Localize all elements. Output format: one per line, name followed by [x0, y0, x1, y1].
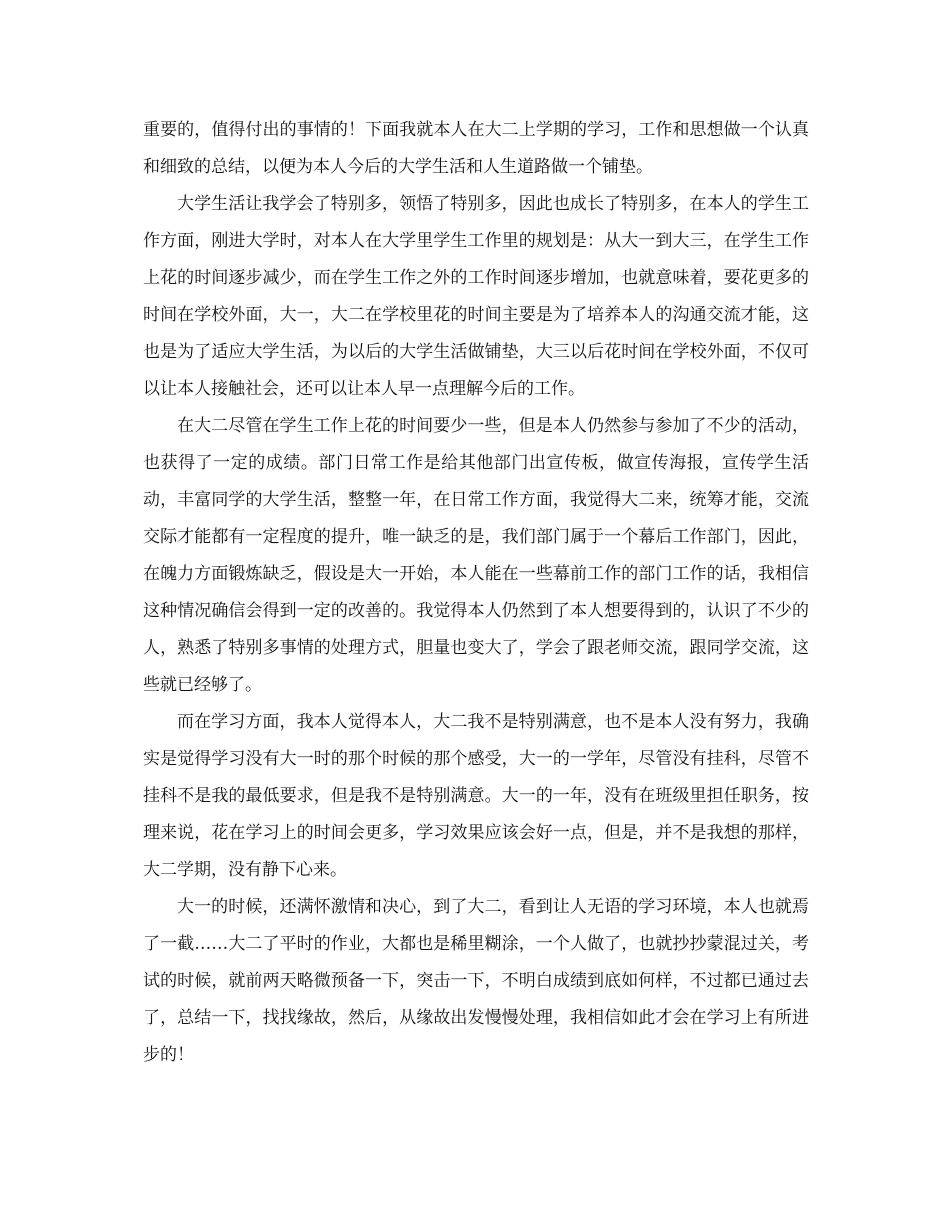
paragraph-5: 大一的时候，还满怀激情和决心，到了大二，看到让人无语的学习环境，本人也就焉了一截……大二了平时的作业，大都也是稀里糊涂，一个人做了，也就抄抄蒙混过关，考试的时候，就前两天略微预备一下，突击一下，不明白成绩到底如何样，不过都已通过去了，总结一下，找找缘故，然后，从缘故出发慢慢处理，我相信如此才会在学习上有所进步的！ [143, 897, 809, 1065]
paragraph-4: 而在学习方面，我本人觉得本人，大二我不是特别满意，也不是本人没有努力，我确实是觉得学习没有大一时的那个时候的那个感受，大一的一学年，尽管没有挂科，尽管不挂科不是我的最低要求，但是我不是特别满意。大一的一年，没有在班级里担任职务，按理来说，花在学习上的时间会更多，学习效果应该会好一点，但是，并不是我想的那样，大二学期，没有静下心来。 [143, 712, 809, 880]
paragraph-1: 重要的，值得付出的事情的！下面我就本人在大二上学期的学习，工作和思想做一个认真和细致的总结，以便为本人今后的大学生活和人生道路做一个铺垫。 [143, 120, 809, 177]
document-body [143, 112, 809, 1074]
paragraph-3: 在大二尽管在学生工作上花的时间要少一些，但是本人仍然参与参加了不少的活动，也获得了一定的成绩。部门日常工作是给其他部门出宣传板，做宣传海报，宣传学生活动，丰富同学的大学生活，整整一年，在日常工作方面，我觉得大二来，统筹才能，交流交际才能都有一定程度的提升，唯一缺乏的是，我们部门属于一个幕后工作部门，因此，在魄力方面锻炼缺乏，假设是大一开始，本人能在一些幕前工作的部门工作的话，我相信这种情况确信会得到一定的改善的。我觉得本人仍然到了本人想要得到的，认识了不少的人，熟悉了特别多事情的处理方式，胆量也变大了，学会了跟老师交流，跟同学交流，这些就已经够了。 [143, 416, 809, 695]
paragraph-2: 大学生活让我学会了特别多，领悟了特别多，因此也成长了特别多，在本人的学生工作方面，刚进大学时，对本人在大学里学生工作里的规划是：从大一到大三，在学生工作上花的时间逐步减少，而在学生工作之外的工作时间逐步增加，也就意味着，要花更多的时间在学校外面，大一，大二在学校里花的时间主要是为了培养本人的沟通交流才能，这也是为了适应大学生活，为以后的大学生活做铺垫，大三以后花时间在学校外面，不仅可以让本人接触社会，还可以让本人早一点理解今后的工作。 [143, 194, 809, 399]
